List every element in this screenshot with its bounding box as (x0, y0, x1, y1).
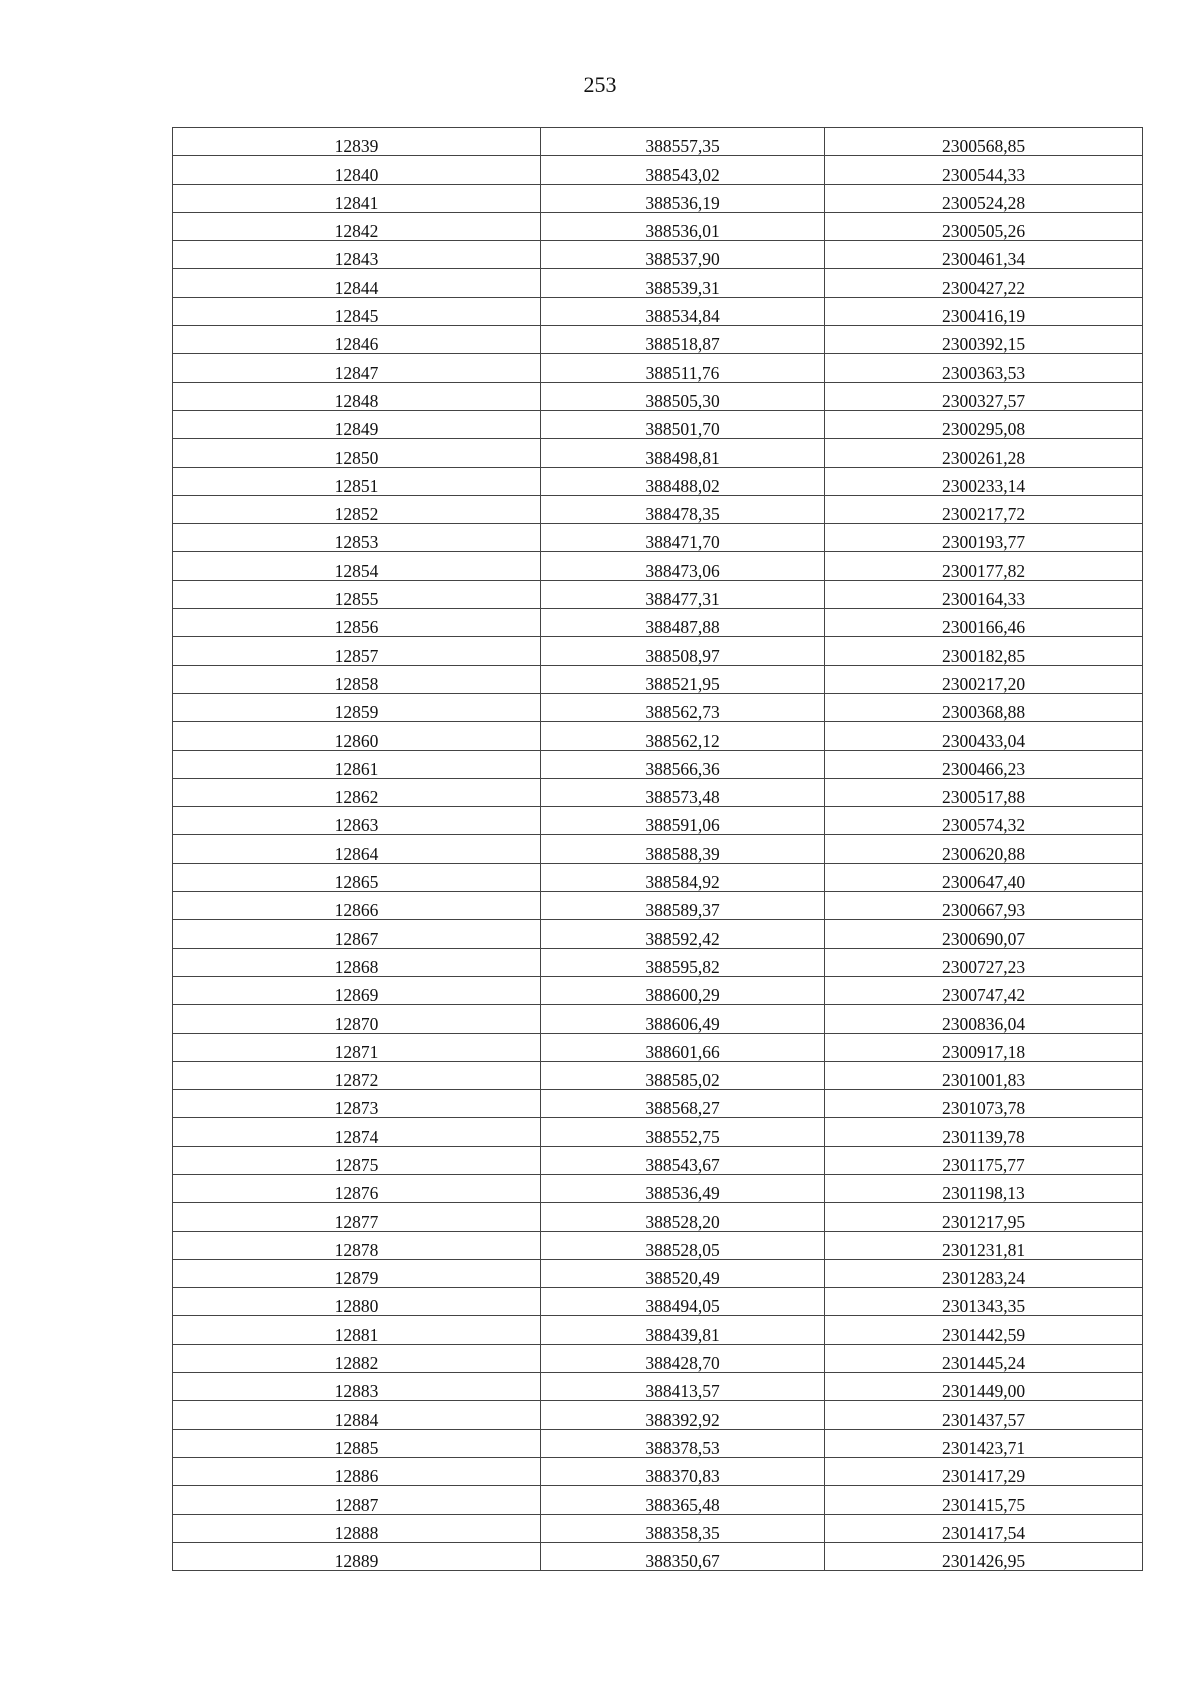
x-coordinate-cell: 388568,27 (541, 1090, 825, 1118)
point-number-cell: 12854 (173, 552, 541, 580)
y-coordinate-cell: 2300416,19 (825, 297, 1143, 325)
y-coordinate-cell: 2300836,04 (825, 1005, 1143, 1033)
y-coordinate-cell: 2300574,32 (825, 807, 1143, 835)
point-number-cell: 12864 (173, 835, 541, 863)
point-number-cell: 12842 (173, 212, 541, 240)
y-coordinate-cell: 2300261,28 (825, 439, 1143, 467)
point-number-cell: 12852 (173, 495, 541, 523)
y-coordinate-cell: 2301415,75 (825, 1486, 1143, 1514)
point-number-cell: 12875 (173, 1146, 541, 1174)
y-coordinate-cell: 2300544,33 (825, 156, 1143, 184)
x-coordinate-cell: 388588,39 (541, 835, 825, 863)
point-number-cell: 12884 (173, 1401, 541, 1429)
x-coordinate-cell: 388505,30 (541, 382, 825, 410)
point-number-cell: 12876 (173, 1174, 541, 1202)
x-coordinate-cell: 388557,35 (541, 128, 825, 156)
y-coordinate-cell: 2300505,26 (825, 212, 1143, 240)
point-number-cell: 12848 (173, 382, 541, 410)
x-coordinate-cell: 388392,92 (541, 1401, 825, 1429)
point-number-cell: 12844 (173, 269, 541, 297)
x-coordinate-cell: 388478,35 (541, 495, 825, 523)
y-coordinate-cell: 2301445,24 (825, 1344, 1143, 1372)
table-row (173, 609, 1143, 637)
y-coordinate-cell: 2300427,22 (825, 269, 1143, 297)
x-coordinate-cell: 388589,37 (541, 892, 825, 920)
point-number-cell: 12881 (173, 1316, 541, 1344)
x-coordinate-cell: 388358,35 (541, 1514, 825, 1542)
point-number-cell: 12889 (173, 1542, 541, 1570)
point-number-cell: 12888 (173, 1514, 541, 1542)
point-number-cell: 12878 (173, 1231, 541, 1259)
y-coordinate-cell: 2300217,72 (825, 495, 1143, 523)
x-coordinate-cell: 388601,66 (541, 1033, 825, 1061)
table-row (173, 524, 1143, 552)
x-coordinate-cell: 388520,49 (541, 1259, 825, 1287)
y-coordinate-cell: 2301073,78 (825, 1090, 1143, 1118)
y-coordinate-cell: 2301449,00 (825, 1373, 1143, 1401)
y-coordinate-cell: 2300166,46 (825, 609, 1143, 637)
point-number-cell: 12862 (173, 778, 541, 806)
y-coordinate-cell: 2300217,20 (825, 665, 1143, 693)
x-coordinate-cell: 388370,83 (541, 1457, 825, 1485)
table-row (173, 297, 1143, 325)
table-row (173, 495, 1143, 523)
point-number-cell: 12865 (173, 863, 541, 891)
point-number-cell: 12886 (173, 1457, 541, 1485)
x-coordinate-cell: 388473,06 (541, 552, 825, 580)
point-number-cell: 12885 (173, 1429, 541, 1457)
x-coordinate-cell: 388528,05 (541, 1231, 825, 1259)
point-number-cell: 12857 (173, 637, 541, 665)
y-coordinate-cell: 2300727,23 (825, 948, 1143, 976)
x-coordinate-cell: 388488,02 (541, 467, 825, 495)
table-row (173, 1231, 1143, 1259)
point-number-cell: 12872 (173, 1061, 541, 1089)
x-coordinate-cell: 388413,57 (541, 1373, 825, 1401)
x-coordinate-cell: 388439,81 (541, 1316, 825, 1344)
y-coordinate-cell: 2301283,24 (825, 1259, 1143, 1287)
table-row (173, 1542, 1143, 1570)
point-number-cell: 12847 (173, 354, 541, 382)
y-coordinate-cell: 2300517,88 (825, 778, 1143, 806)
y-coordinate-cell: 2301437,57 (825, 1401, 1143, 1429)
y-coordinate-cell: 2300295,08 (825, 410, 1143, 438)
y-coordinate-cell: 2300620,88 (825, 835, 1143, 863)
x-coordinate-cell: 388501,70 (541, 410, 825, 438)
table-row (173, 326, 1143, 354)
x-coordinate-cell: 388539,31 (541, 269, 825, 297)
x-coordinate-cell: 388521,95 (541, 665, 825, 693)
y-coordinate-cell: 2300690,07 (825, 920, 1143, 948)
table-row (173, 1061, 1143, 1089)
point-number-cell: 12858 (173, 665, 541, 693)
point-number-cell: 12879 (173, 1259, 541, 1287)
point-number-cell: 12863 (173, 807, 541, 835)
point-number-cell: 12860 (173, 722, 541, 750)
x-coordinate-cell: 388606,49 (541, 1005, 825, 1033)
y-coordinate-cell: 2300392,15 (825, 326, 1143, 354)
table-row (173, 1316, 1143, 1344)
point-number-cell: 12883 (173, 1373, 541, 1401)
point-number-cell: 12871 (173, 1033, 541, 1061)
x-coordinate-cell: 388536,49 (541, 1174, 825, 1202)
y-coordinate-cell: 2300667,93 (825, 892, 1143, 920)
table-row (173, 1373, 1143, 1401)
y-coordinate-cell: 2300164,33 (825, 580, 1143, 608)
x-coordinate-cell: 388584,92 (541, 863, 825, 891)
point-number-cell: 12839 (173, 128, 541, 156)
table-row (173, 410, 1143, 438)
y-coordinate-cell: 2300647,40 (825, 863, 1143, 891)
y-coordinate-cell: 2300368,88 (825, 693, 1143, 721)
table-row (173, 1033, 1143, 1061)
table-row (173, 1005, 1143, 1033)
point-number-cell: 12866 (173, 892, 541, 920)
table-row (173, 750, 1143, 778)
table-row (173, 1174, 1143, 1202)
x-coordinate-cell: 388562,12 (541, 722, 825, 750)
point-number-cell: 12841 (173, 184, 541, 212)
table-row (173, 1486, 1143, 1514)
table-row (173, 1429, 1143, 1457)
y-coordinate-cell: 2301343,35 (825, 1288, 1143, 1316)
table-row (173, 467, 1143, 495)
y-coordinate-cell: 2300466,23 (825, 750, 1143, 778)
point-number-cell: 12853 (173, 524, 541, 552)
y-coordinate-cell: 2301217,95 (825, 1203, 1143, 1231)
point-number-cell: 12877 (173, 1203, 541, 1231)
y-coordinate-cell: 2301442,59 (825, 1316, 1143, 1344)
table-row (173, 920, 1143, 948)
y-coordinate-cell: 2301175,77 (825, 1146, 1143, 1174)
table-row (173, 807, 1143, 835)
table-row (173, 1514, 1143, 1542)
x-coordinate-cell: 388511,76 (541, 354, 825, 382)
x-coordinate-cell: 388552,75 (541, 1118, 825, 1146)
point-number-cell: 12846 (173, 326, 541, 354)
x-coordinate-cell: 388536,01 (541, 212, 825, 240)
table-row (173, 1259, 1143, 1287)
point-number-cell: 12849 (173, 410, 541, 438)
point-number-cell: 12869 (173, 976, 541, 1004)
table-row (173, 1118, 1143, 1146)
table-row (173, 269, 1143, 297)
y-coordinate-cell: 2301423,71 (825, 1429, 1143, 1457)
x-coordinate-cell: 388592,42 (541, 920, 825, 948)
point-number-cell: 12867 (173, 920, 541, 948)
table-row (173, 948, 1143, 976)
coordinates-table (172, 127, 1143, 1571)
x-coordinate-cell: 388428,70 (541, 1344, 825, 1372)
point-number-cell: 12882 (173, 1344, 541, 1372)
table-row (173, 580, 1143, 608)
y-coordinate-cell: 2301417,29 (825, 1457, 1143, 1485)
y-coordinate-cell: 2300433,04 (825, 722, 1143, 750)
y-coordinate-cell: 2300461,34 (825, 241, 1143, 269)
x-coordinate-cell: 388518,87 (541, 326, 825, 354)
table-row (173, 1146, 1143, 1174)
table-row (173, 665, 1143, 693)
x-coordinate-cell: 388595,82 (541, 948, 825, 976)
coordinates-table-body (173, 128, 1143, 1571)
point-number-cell: 12855 (173, 580, 541, 608)
x-coordinate-cell: 388471,70 (541, 524, 825, 552)
table-row (173, 892, 1143, 920)
table-row (173, 439, 1143, 467)
table-row (173, 722, 1143, 750)
table-row (173, 382, 1143, 410)
y-coordinate-cell: 2300917,18 (825, 1033, 1143, 1061)
x-coordinate-cell: 388562,73 (541, 693, 825, 721)
table-row (173, 863, 1143, 891)
x-coordinate-cell: 388498,81 (541, 439, 825, 467)
table-row (173, 128, 1143, 156)
point-number-cell: 12880 (173, 1288, 541, 1316)
point-number-cell: 12870 (173, 1005, 541, 1033)
y-coordinate-cell: 2300327,57 (825, 382, 1143, 410)
point-number-cell: 12859 (173, 693, 541, 721)
x-coordinate-cell: 388487,88 (541, 609, 825, 637)
x-coordinate-cell: 388508,97 (541, 637, 825, 665)
x-coordinate-cell: 388378,53 (541, 1429, 825, 1457)
table-row (173, 1457, 1143, 1485)
table-row (173, 1090, 1143, 1118)
point-number-cell: 12843 (173, 241, 541, 269)
table-row (173, 835, 1143, 863)
x-coordinate-cell: 388536,19 (541, 184, 825, 212)
x-coordinate-cell: 388350,67 (541, 1542, 825, 1570)
table-row (173, 778, 1143, 806)
y-coordinate-cell: 2301139,78 (825, 1118, 1143, 1146)
point-number-cell: 12887 (173, 1486, 541, 1514)
y-coordinate-cell: 2300747,42 (825, 976, 1143, 1004)
x-coordinate-cell: 388494,05 (541, 1288, 825, 1316)
x-coordinate-cell: 388573,48 (541, 778, 825, 806)
table-row (173, 1344, 1143, 1372)
table-row (173, 1401, 1143, 1429)
point-number-cell: 12845 (173, 297, 541, 325)
page-number: 253 (583, 72, 617, 97)
y-coordinate-cell: 2300182,85 (825, 637, 1143, 665)
y-coordinate-cell: 2301001,83 (825, 1061, 1143, 1089)
x-coordinate-cell: 388528,20 (541, 1203, 825, 1231)
x-coordinate-cell: 388543,67 (541, 1146, 825, 1174)
table-row (173, 212, 1143, 240)
point-number-cell: 12840 (173, 156, 541, 184)
x-coordinate-cell: 388365,48 (541, 1486, 825, 1514)
y-coordinate-cell: 2300233,14 (825, 467, 1143, 495)
x-coordinate-cell: 388591,06 (541, 807, 825, 835)
point-number-cell: 12851 (173, 467, 541, 495)
table-row (173, 552, 1143, 580)
point-number-cell: 12868 (173, 948, 541, 976)
x-coordinate-cell: 388600,29 (541, 976, 825, 1004)
table-row (173, 156, 1143, 184)
y-coordinate-cell: 2301426,95 (825, 1542, 1143, 1570)
point-number-cell: 12874 (173, 1118, 541, 1146)
table-row (173, 1288, 1143, 1316)
table-row (173, 1203, 1143, 1231)
y-coordinate-cell: 2300363,53 (825, 354, 1143, 382)
point-number-cell: 12856 (173, 609, 541, 637)
point-number-cell: 12861 (173, 750, 541, 778)
y-coordinate-cell: 2300568,85 (825, 128, 1143, 156)
y-coordinate-cell: 2300193,77 (825, 524, 1143, 552)
point-number-cell: 12873 (173, 1090, 541, 1118)
table-row (173, 976, 1143, 1004)
table-row (173, 184, 1143, 212)
x-coordinate-cell: 388566,36 (541, 750, 825, 778)
y-coordinate-cell: 2301231,81 (825, 1231, 1143, 1259)
table-row (173, 241, 1143, 269)
x-coordinate-cell: 388537,90 (541, 241, 825, 269)
point-number-cell: 12850 (173, 439, 541, 467)
x-coordinate-cell: 388585,02 (541, 1061, 825, 1089)
x-coordinate-cell: 388543,02 (541, 156, 825, 184)
y-coordinate-cell: 2300524,28 (825, 184, 1143, 212)
table-row (173, 354, 1143, 382)
table-row (173, 693, 1143, 721)
y-coordinate-cell: 2300177,82 (825, 552, 1143, 580)
x-coordinate-cell: 388534,84 (541, 297, 825, 325)
y-coordinate-cell: 2301417,54 (825, 1514, 1143, 1542)
table-row (173, 637, 1143, 665)
x-coordinate-cell: 388477,31 (541, 580, 825, 608)
y-coordinate-cell: 2301198,13 (825, 1174, 1143, 1202)
